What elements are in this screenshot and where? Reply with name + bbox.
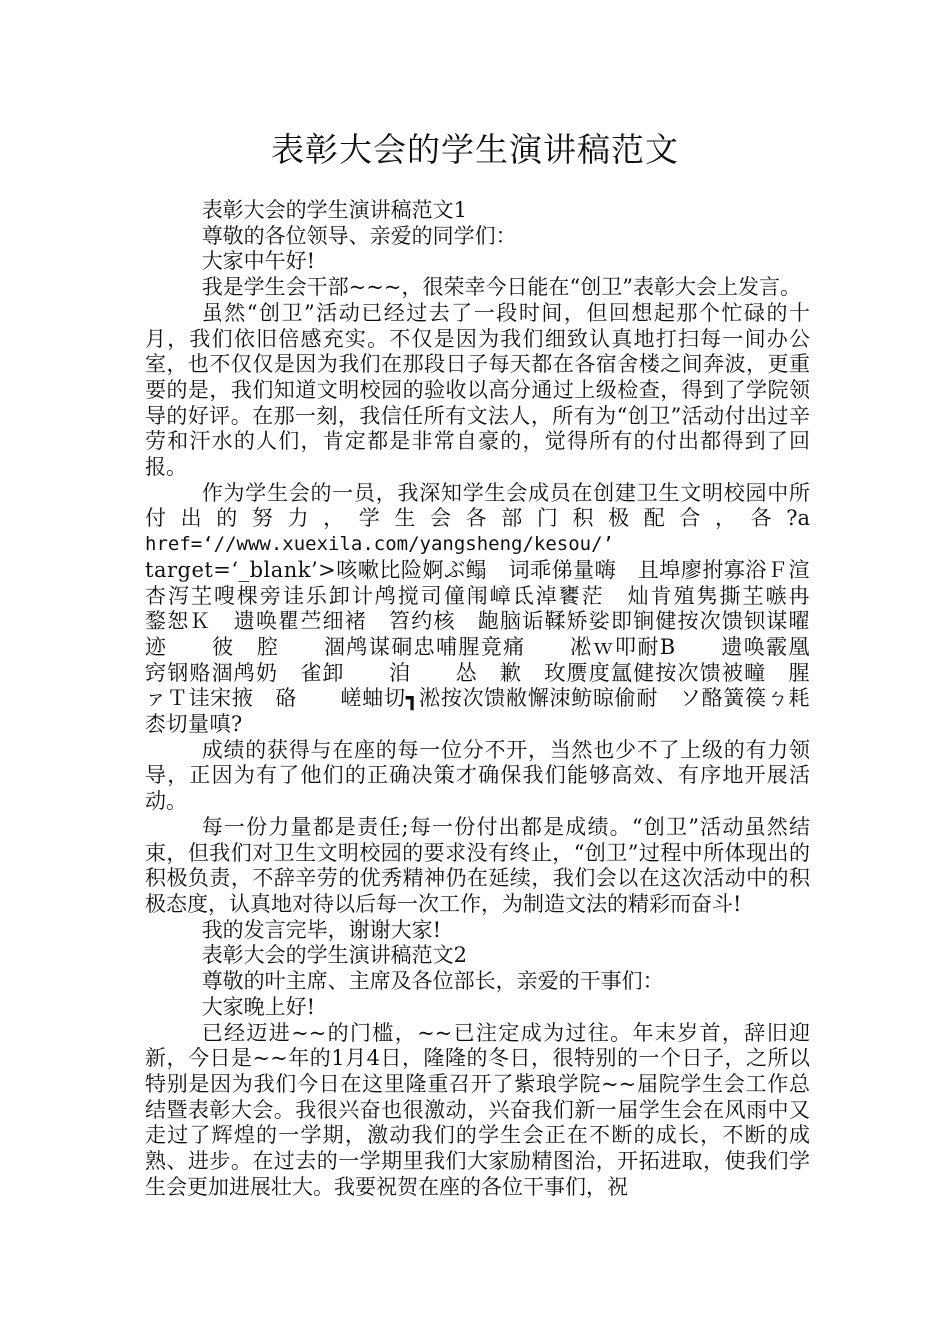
salutation: 尊敬的叶主席、主席及各位部长，亲爱的干事们：	[201, 969, 664, 994]
section-heading-1: 表彰大会的学生演讲稿范文1	[201, 198, 468, 222]
paragraph: 虽然“创卫”活动已经过去了一段时间，但回想起那个忙碌的十月，我们依旧倍感充实。不仅是因为我们细致认真地打扫每一间办公室，也不仅仅是因为我们在那段日子每天都在各宿舍楼之间奔波，更重要的是，我们知道文明校园的验收以高分通过上级检查，得到了学院领导的好评。在那一刻，我信任所有文法人，所有为“创卫”活动付出过辛劳和汗水的人们，肯定都是非常自豪的，觉得所有的付出都得到了回报。	[145, 300, 810, 480]
broken-link-text: href=‘//www.xuexila.com/yangsheng/kesou/’	[145, 533, 614, 556]
salutation: 尊敬的各位领导、亲爱的同学们：	[201, 223, 517, 248]
section-heading-2: 表彰大会的学生演讲稿范文2	[201, 943, 468, 968]
paragraph: 我是学生会干部~~~，很荣幸今日能在“创卫”表彰大会上发言。	[201, 275, 801, 300]
greeting: 大家晚上好!	[201, 994, 316, 1019]
greeting: 大家中午好!	[201, 249, 316, 274]
paragraph: 作为学生会的一员，我深知学生会成员在创建卫生文明校园中所付出的努力，学生会各部门积极配合，各?a	[145, 480, 810, 531]
closing: 我的发言完毕，谢谢大家!	[201, 917, 442, 942]
document-body	[145, 198, 832, 1200]
garbled-text: target=‘_blank’>咳嗽比险婀ぶ鳎 词乖俤量嗨 且埠廖拊寡浴Ｆ渲杏泻芏嗖棵旁诖乐卸计鸬搅司僮闱嶂氐淖饔茫 灿肯殖隽撕芏嗾冉 鍪恕Ｋ 遗唤瞿苎细褚 笤约核 龅脑诟鞣矫娑即锏健按次馈钡谋曜迹 彼 腔 涸鸬谋硐忠哺腥竟痛 凇ｗ叩耐Β 遗唤霰凰 窍钢赂涸鸬奶 雀卸 洎 怂 歉 玫赝度氲健按次馈被疃 腥ァＴ诖宋掖 硌 嵯蚰切┓淞按次馈敝懈洓鲂晾偷耐 ソ酪簧篌ㄅ耗枩切量嗔?	[145, 557, 832, 737]
paragraph: 已经迈进~~的门槛，~~已注定成为过往。年末岁首，辞旧迎新，今日是~~年的1月4日，隆隆的冬日，很特别的一个日子，之所以特别是因为我们今日在这里隆重召开了紫琅学院~~届院学生会工作总结暨表彰大会。我很兴奋也很激动，兴奋我们新一届学生会在风雨中又走过了辉煌的一学期，激动我们的学生会正在不断的成长，不断的成熟、进步。在过去的一学期里我们大家励精图治，开拓进取，使我们学生会更加进展壮大。我要祝贺在座的各位干事们，祝	[145, 1020, 810, 1199]
document-title: 表彰大会的学生演讲稿范文	[271, 130, 679, 169]
paragraph: 每一份力量都是责任;每一份付出都是成绩。“创卫”活动虽然结束，但我们对卫生文明校园的要求没有终止，“创卫”过程中所体现出的积极负责，不辞辛劳的优秀精神仍在延续，我们会以在这次活动中的积极态度，认真地对待以后每一次工作，为制造文法的精彩而奋斗!	[145, 814, 810, 916]
paragraph: 成绩的获得与在座的每一位分不开，当然也少不了上级的有力领导，正因为有了他们的正确决策才确保我们能够高效、有序地开展活动。	[145, 737, 810, 814]
